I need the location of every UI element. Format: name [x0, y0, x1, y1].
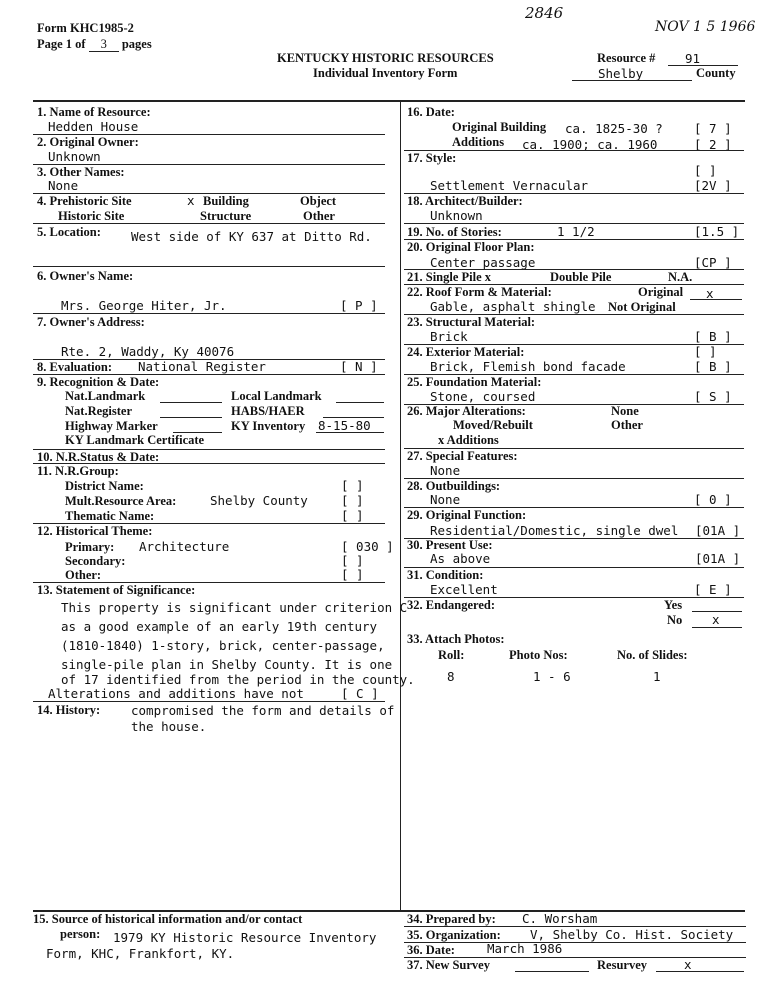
field-15-person: person:	[60, 927, 101, 941]
field-26-other: Other	[611, 418, 643, 432]
field-7-value: Rte. 2, Waddy, Ky 40076	[61, 344, 235, 359]
field-6-code: [ P ]	[340, 298, 378, 313]
field-29-label: 29. Original Function:	[407, 508, 527, 522]
field-14-line-2: the house.	[131, 719, 207, 734]
field-33-photo-value: 1 - 6	[533, 669, 571, 684]
field-29-code: [01A ]	[695, 523, 741, 538]
page-suffix: pages	[121, 37, 152, 51]
field-12-label: 12. Historical Theme:	[37, 524, 153, 538]
field-16-additions-value: ca. 1900; ca. 1960	[522, 137, 658, 152]
field-34-value: C. Worsham	[522, 911, 598, 926]
field-16-label: 16. Date:	[407, 105, 455, 119]
field-19-value: 1 1/2	[557, 224, 595, 239]
field-32-yes: Yes	[664, 598, 683, 612]
field-4-structure: Structure	[200, 209, 252, 223]
field-24-label: 24. Exterior Material:	[407, 345, 525, 359]
field-23-label: 23. Structural Material:	[407, 315, 536, 329]
field-9-label: 9. Recognition & Date:	[37, 375, 160, 389]
field-17-value: Settlement Vernacular	[430, 178, 589, 193]
field-12-secondary: Secondary:	[65, 554, 126, 568]
field-13-line-4: single-pile plan in Shelby County. It is one	[61, 657, 393, 672]
field-9-ky-certificate: KY Landmark Certificate	[65, 433, 205, 447]
field-37-resurvey: Resurvey	[597, 958, 647, 972]
received-date-stamp: NOV 1 5 1966	[655, 19, 756, 35]
field-9-nat-landmark: Nat.Landmark	[65, 389, 146, 403]
form-number: Form KHC1985-2	[37, 21, 134, 35]
field-12-primary-code: [ 030 ]	[341, 539, 394, 554]
field-12-other: Other:	[65, 568, 102, 582]
field-32-no: No	[667, 613, 683, 627]
field-35-label: 35. Organization:	[407, 928, 501, 942]
field-18-value: Unknown	[430, 208, 483, 223]
field-33-slides: No. of Slides:	[617, 648, 688, 662]
field-11-mra-value: Shelby County	[210, 493, 308, 508]
field-26-none: None	[611, 404, 639, 418]
field-13-label: 13. Statement of Significance:	[37, 583, 196, 597]
field-6-label: 6. Owner's Name:	[37, 269, 134, 283]
field-2-label: 2. Original Owner:	[37, 135, 139, 149]
field-6-value: Mrs. George Hiter, Jr.	[61, 298, 227, 313]
field-8-code: [ N ]	[340, 359, 378, 374]
field-32-label: 32. Endangered:	[407, 598, 495, 612]
field-30-code: [01A ]	[695, 551, 741, 566]
field-33-roll: Roll:	[438, 648, 465, 662]
field-26-label: 26. Major Alterations:	[407, 404, 526, 418]
field-25-code: [ S ]	[694, 389, 732, 404]
field-3-value: None	[48, 178, 79, 193]
field-16-original-value: ca. 1825-30 ?	[565, 121, 663, 136]
field-2-value: Unknown	[48, 149, 101, 164]
field-22-original: Original	[638, 285, 684, 299]
county-value: Shelby	[598, 66, 644, 81]
field-35-value: V, Shelby Co. Hist. Society	[530, 927, 734, 942]
field-9-nat-register: Nat.Register	[65, 404, 132, 418]
field-24-empty: [ ]	[694, 344, 717, 359]
field-4-label: 4. Prehistoric Site	[37, 194, 132, 208]
form-title: KENTUCKY HISTORIC RESOURCES	[277, 51, 494, 65]
field-28-code: [ 0 ]	[694, 492, 732, 507]
field-17-label: 17. Style:	[407, 151, 457, 165]
field-4-object: Object	[300, 194, 337, 208]
field-30-label: 30. Present Use:	[407, 538, 493, 552]
field-5-label: 5. Location:	[37, 225, 101, 239]
field-36-label: 36. Date:	[407, 943, 455, 957]
field-21-label: 21. Single Pile x	[407, 270, 492, 284]
field-22-value: Gable, asphalt shingle	[430, 299, 596, 314]
field-17-empty: [ ]	[694, 163, 717, 178]
field-9-habs-haer: HABS/HAER	[231, 404, 305, 418]
field-24-code: [ B ]	[694, 359, 732, 374]
field-4-other: Other	[303, 209, 335, 223]
field-16-additions: Additions	[452, 135, 505, 149]
field-13-line-3: (1810-1840) 1-story, brick, center-passage,	[61, 638, 385, 653]
field-14-line-1: compromised the form and details of	[131, 703, 395, 718]
field-34-label: 34. Prepared by:	[407, 912, 496, 926]
handwritten-number: 2846	[525, 4, 564, 22]
field-26-additions: x Additions	[438, 433, 499, 447]
field-29-value: Residential/Domestic, single dwel	[430, 523, 679, 538]
field-11-thematic: Thematic Name:	[65, 509, 155, 523]
field-11-mra: Mult.Resource Area:	[65, 494, 177, 508]
field-18-label: 18. Architect/Builder:	[407, 194, 523, 208]
field-12-other-code: [ ]	[341, 567, 364, 582]
field-24-value: Brick, Flemish bond facade	[430, 359, 626, 374]
field-27-value: None	[430, 463, 461, 478]
field-31-code: [ E ]	[694, 582, 732, 597]
field-7-label: 7. Owner's Address:	[37, 315, 145, 329]
field-22-label: 22. Roof Form & Material:	[407, 285, 552, 299]
field-32-no-x: x	[712, 612, 720, 627]
field-13-line-5: of 17 identified from the period in the county.	[61, 672, 415, 687]
field-37-resurvey-x: x	[684, 957, 692, 972]
field-23-value: Brick	[430, 329, 468, 344]
field-31-value: Excellent	[430, 582, 498, 597]
field-13-line-6: Alterations and additions have not	[48, 686, 304, 701]
field-9-highway-marker: Highway Marker	[65, 419, 158, 433]
field-13-line-2: as a good example of an early 19th century	[61, 619, 378, 634]
field-33-slides-value: 1	[653, 669, 661, 684]
field-11-thematic-code: [ ]	[341, 508, 364, 523]
field-10-label: 10. N.R.Status & Date:	[37, 450, 160, 464]
field-13-line-1: This property is significant under criterion C	[61, 600, 408, 615]
field-25-label: 25. Foundation Material:	[407, 375, 542, 389]
field-33-photo-nos: Photo Nos:	[509, 648, 568, 662]
field-16-original-code: [ 7 ]	[694, 121, 732, 136]
field-15-line-2: Form, KHC, Frankfort, KY.	[46, 946, 235, 961]
page-total: 3	[89, 38, 119, 52]
field-26-moved: Moved/Rebuilt	[453, 418, 533, 432]
field-30-value: As above	[430, 551, 491, 566]
field-12-primary: Primary:	[65, 540, 115, 554]
field-27-label: 27. Special Features:	[407, 449, 518, 463]
field-20-code: [CP ]	[694, 255, 732, 270]
field-9-ky-inventory-date: 8-15-80	[318, 418, 371, 433]
field-28-label: 28. Outbuildings:	[407, 479, 501, 493]
field-4-building: Building	[203, 194, 249, 208]
field-15-line-1: 1979 KY Historic Resource Inventory	[113, 930, 377, 945]
field-12-primary-value: Architecture	[139, 539, 230, 554]
field-31-label: 31. Condition:	[407, 568, 484, 582]
field-17-code: [2V ]	[694, 178, 732, 193]
page-prefix: Page 1 of	[37, 37, 86, 51]
field-23-code: [ B ]	[694, 329, 732, 344]
page-count	[37, 38, 152, 52]
field-22-original-x: x	[706, 286, 714, 301]
field-19-code: [1.5 ]	[694, 224, 740, 239]
field-8-label: 8. Evaluation:	[37, 360, 113, 374]
county-label: County	[696, 66, 736, 80]
field-12-secondary-code: [ ]	[341, 553, 364, 568]
field-20-label: 20. Original Floor Plan:	[407, 240, 535, 254]
field-36-value: March 1986	[487, 941, 563, 956]
field-9-local-landmark: Local Landmark	[231, 389, 322, 403]
field-4-check: x	[187, 193, 195, 208]
resource-label: Resource #	[597, 51, 656, 65]
field-28-value: None	[430, 492, 461, 507]
field-4-historic: Historic Site	[58, 209, 125, 223]
field-1-value: Hedden House	[48, 119, 139, 134]
field-15-label: 15. Source of historical information and/or contact	[33, 912, 303, 926]
field-5-value: West side of KY 637 at Ditto Rd.	[131, 229, 372, 244]
field-11-mra-code: [ ]	[341, 493, 364, 508]
field-22-not-original: Not Original	[608, 300, 676, 314]
field-16-original-building: Original Building	[452, 120, 547, 134]
form-subtitle: Individual Inventory Form	[313, 66, 458, 80]
field-20-value: Center passage	[430, 255, 536, 270]
field-19-label: 19. No. of Stories:	[407, 225, 502, 239]
field-11-district-code: [ ]	[341, 478, 364, 493]
field-14-label: 14. History:	[37, 703, 101, 717]
field-16-additions-code: [ 2 ]	[694, 137, 732, 152]
field-8-value: National Register	[138, 359, 266, 374]
resource-number: 91	[685, 51, 701, 66]
field-13-code: [ C ]	[341, 686, 379, 701]
field-25-value: Stone, coursed	[430, 389, 536, 404]
field-11-district: District Name:	[65, 479, 144, 493]
field-33-label: 33. Attach Photos:	[407, 632, 505, 646]
field-11-label: 11. N.R.Group:	[37, 464, 119, 478]
field-1-label: 1. Name of Resource:	[37, 105, 151, 119]
field-33-roll-value: 8	[447, 669, 455, 684]
field-37-label: 37. New Survey	[407, 958, 490, 972]
field-9-ky-inventory: KY Inventory	[231, 419, 306, 433]
field-21-double-pile: Double Pile	[550, 270, 612, 284]
field-3-label: 3. Other Names:	[37, 165, 125, 179]
field-21-na: N.A.	[668, 270, 693, 284]
